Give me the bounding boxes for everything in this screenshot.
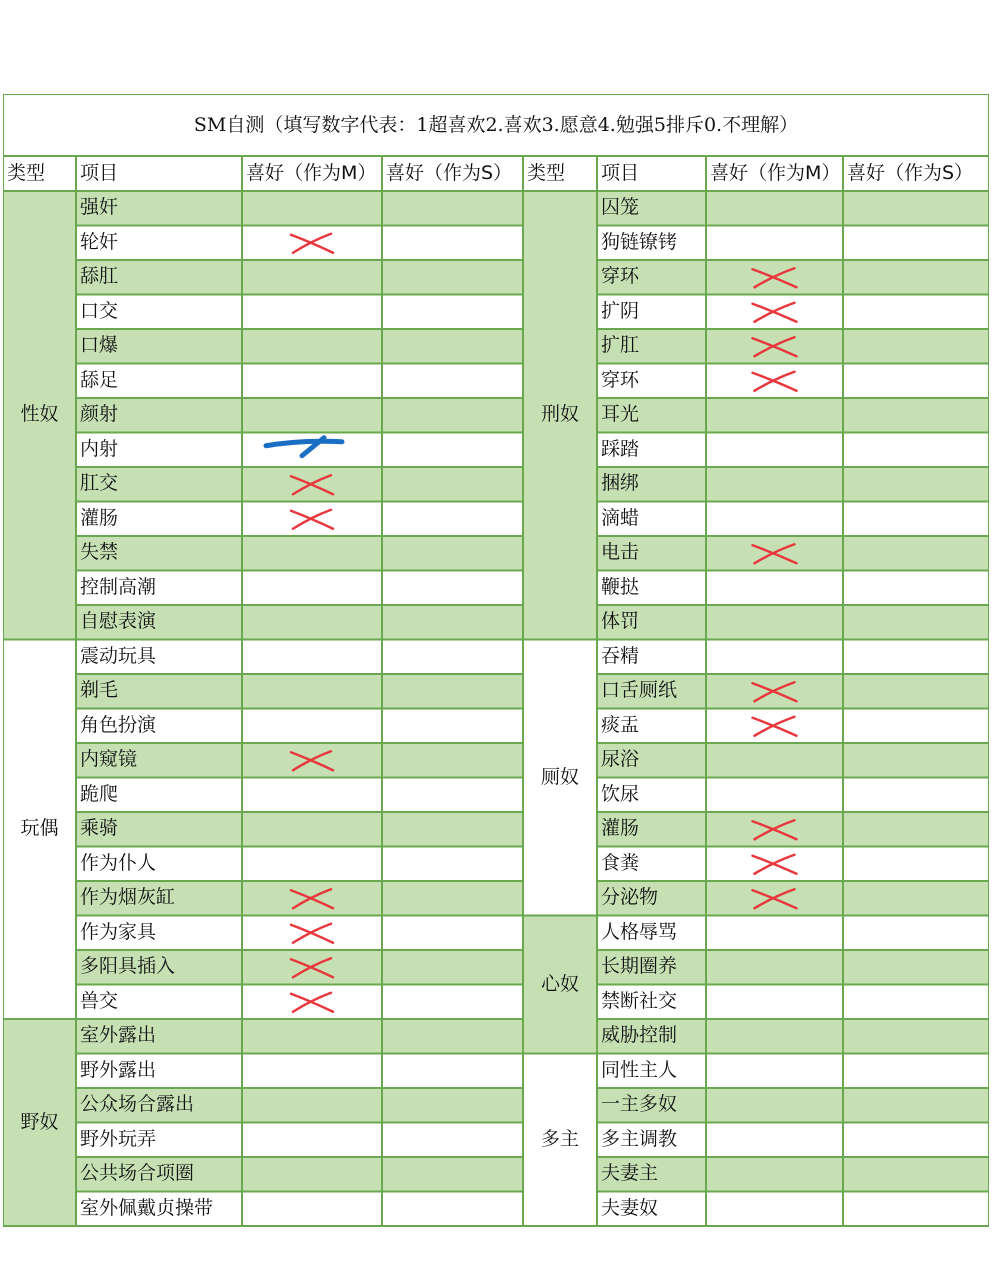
item-label: 穿环 [601, 265, 640, 287]
row-bg [76, 226, 523, 261]
row-bg [597, 536, 989, 571]
category-label: 刑奴 [540, 403, 579, 426]
item-label: 自慰表演 [80, 610, 157, 632]
row-bg [597, 329, 989, 364]
item-label: 轮奸 [80, 230, 119, 253]
category-label: 野奴 [20, 1110, 59, 1133]
column-header: 喜好（作为M） [246, 162, 377, 184]
category-label: 多主 [540, 1127, 579, 1150]
item-label: 痰盂 [601, 713, 640, 736]
row-bg [76, 674, 523, 709]
row-bg [76, 812, 523, 847]
item-label: 灌肠 [80, 506, 119, 529]
item-label: 室外佩戴贞操带 [80, 1196, 214, 1219]
item-label: 电击 [601, 541, 640, 563]
item-label: 夫妻奴 [601, 1196, 659, 1219]
row-bg [597, 191, 989, 226]
category-label: 玩偶 [20, 817, 59, 840]
item-label: 舔肛 [80, 265, 119, 287]
column-header: 喜好（作为M） [710, 162, 841, 184]
item-label: 室外露出 [80, 1024, 157, 1046]
item-label: 野外玩弄 [80, 1127, 157, 1150]
row-bg [76, 536, 523, 571]
item-label: 跪爬 [80, 782, 119, 805]
column-header: 类型 [7, 162, 46, 184]
row-bg [597, 433, 989, 468]
item-label: 内射 [80, 437, 119, 460]
item-label: 灌肠 [601, 817, 640, 839]
row-bg [597, 467, 989, 502]
column-header: 项目 [601, 162, 640, 184]
row-bg [76, 743, 523, 778]
item-label: 食粪 [601, 851, 640, 874]
item-label: 滴蜡 [601, 506, 640, 529]
item-label: 肛交 [80, 472, 119, 494]
item-label: 强奸 [80, 196, 119, 218]
item-label: 口交 [80, 299, 119, 322]
item-label: 狗链镣铐 [601, 230, 678, 253]
item-label: 囚笼 [601, 196, 640, 218]
item-label: 多主调教 [601, 1127, 678, 1150]
item-label: 踩踏 [601, 437, 640, 460]
survey-table [3, 94, 989, 1228]
row-bg [76, 985, 523, 1020]
row-bg [597, 743, 989, 778]
category-label: 厕奴 [540, 765, 579, 788]
item-label: 鞭挞 [601, 575, 640, 598]
item-label: 扩阴 [601, 299, 640, 322]
item-label: 人格辱骂 [601, 920, 678, 943]
item-label: 口爆 [80, 334, 119, 356]
item-label: 夫妻主 [601, 1162, 659, 1184]
row-bg [76, 433, 523, 468]
item-label: 作为仆人 [80, 851, 157, 874]
item-label: 剃毛 [80, 679, 119, 701]
item-label: 口舌厕纸 [601, 679, 678, 701]
row-bg [597, 398, 989, 433]
item-label: 穿环 [601, 368, 640, 391]
row-bg [76, 398, 523, 433]
row-bg [597, 260, 989, 295]
row-bg [597, 605, 989, 640]
item-label: 控制高潮 [80, 575, 157, 598]
column-header: 喜好（作为S） [847, 162, 974, 184]
item-label: 舔足 [80, 368, 119, 391]
item-label: 作为烟灰缸 [80, 886, 176, 908]
row-bg [76, 467, 523, 502]
row-bg [76, 364, 523, 399]
item-label: 失禁 [80, 541, 119, 563]
item-label: 尿浴 [601, 748, 640, 770]
row-bg [76, 260, 523, 295]
item-label: 公共场合项圈 [80, 1162, 195, 1184]
row-bg [597, 502, 989, 537]
row-bg [597, 812, 989, 847]
row-bg [597, 778, 989, 813]
row-bg [76, 191, 523, 226]
row-bg [76, 778, 523, 813]
row-bg [597, 709, 989, 744]
item-label: 吞精 [601, 644, 640, 667]
row-bg [597, 571, 989, 606]
item-label: 颜射 [80, 403, 119, 425]
item-label: 野外露出 [80, 1058, 157, 1081]
row-bg [597, 364, 989, 399]
category-label: 性奴 [20, 403, 59, 426]
item-label: 内窥镜 [80, 748, 138, 770]
row-bg [597, 295, 989, 330]
item-label: 震动玩具 [80, 644, 157, 667]
column-header: 项目 [80, 162, 119, 184]
item-label: 威胁控制 [601, 1024, 678, 1046]
category-label: 心奴 [540, 972, 579, 995]
column-header: 喜好（作为S） [386, 162, 513, 184]
item-label: 乘骑 [80, 817, 119, 839]
item-label: 多阳具插入 [80, 955, 176, 977]
item-label: 长期圈养 [601, 955, 678, 977]
item-label: 体罚 [601, 610, 640, 632]
item-label: 同性主人 [601, 1058, 678, 1081]
item-label: 角色扮演 [80, 713, 157, 736]
row-bg [76, 502, 523, 537]
item-label: 扩肛 [601, 334, 640, 356]
item-label: 禁断社交 [601, 989, 678, 1012]
table-title: SM自测（填写数字代表：1超喜欢2.喜欢3.愿意4.勉强5排斥0.不理解） [193, 114, 799, 136]
item-label: 兽交 [80, 989, 119, 1012]
item-label: 耳光 [601, 403, 640, 425]
item-label: 分泌物 [601, 886, 659, 908]
column-header: 类型 [527, 162, 566, 184]
row-bg [76, 295, 523, 330]
item-label: 捆绑 [601, 472, 640, 494]
row-bg [76, 329, 523, 364]
item-label: 作为家具 [80, 920, 157, 943]
row-bg [597, 847, 989, 882]
item-label: 一主多奴 [601, 1093, 678, 1115]
row-bg [597, 640, 989, 675]
item-label: 饮尿 [601, 782, 640, 805]
item-label: 公众场合露出 [80, 1093, 195, 1115]
